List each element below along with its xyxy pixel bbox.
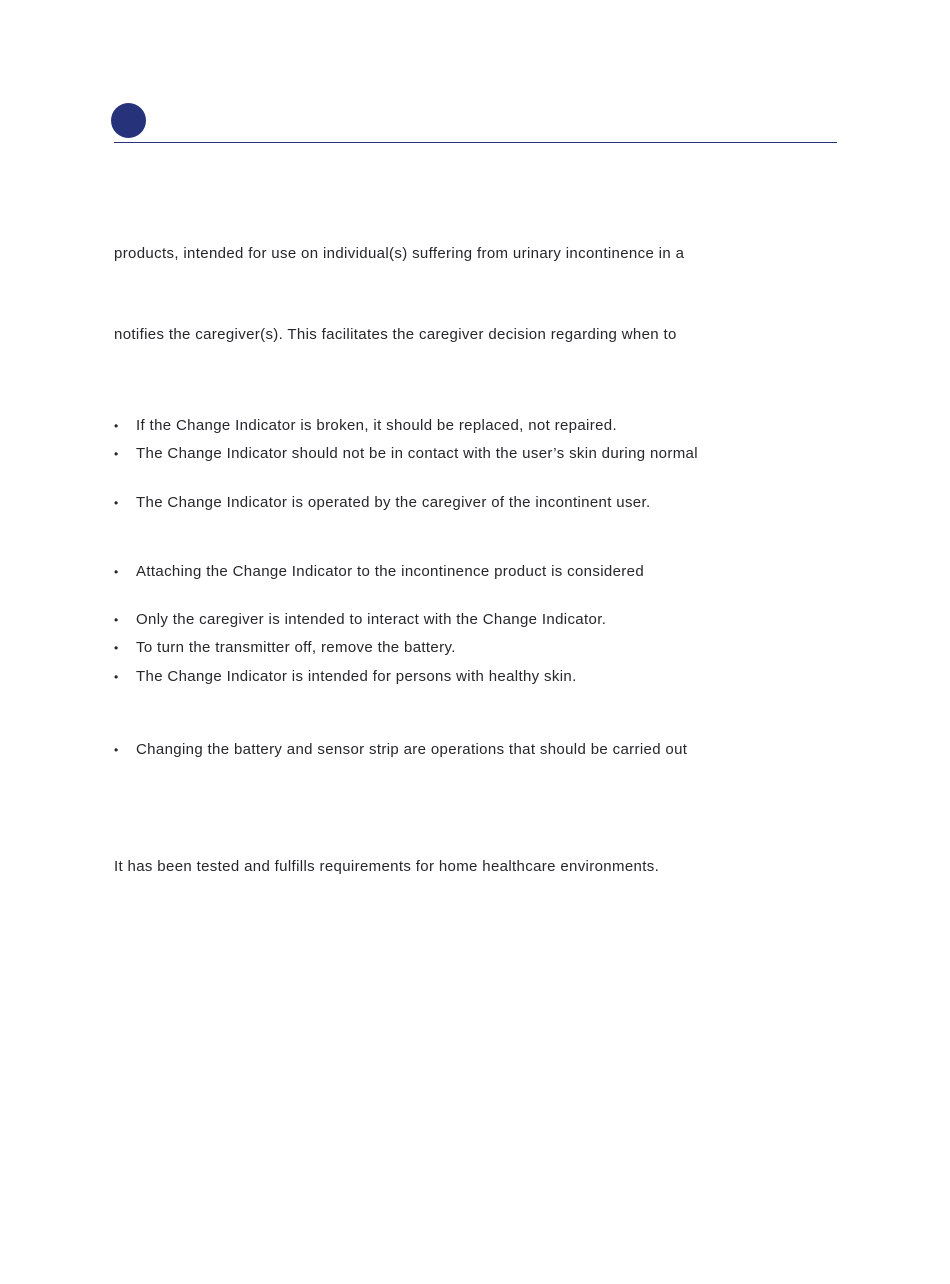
bullet-icon: •	[114, 670, 119, 684]
paragraph-line: notifies the caregiver(s). This facilitates the caregiver decision regarding when to	[114, 326, 677, 343]
list-item-text: The Change Indicator is intended for persons with healthy skin.	[136, 668, 577, 685]
bullet-icon: •	[114, 743, 119, 757]
list-item-text: Changing the battery and sensor strip are operations that should be carried out	[136, 741, 688, 758]
bullet-icon: •	[114, 565, 119, 579]
list-item-text: To turn the transmitter off, remove the battery.	[136, 639, 456, 656]
list-item-text: The Change Indicator is operated by the caregiver of the incontinent user.	[136, 494, 651, 511]
paragraph-line: It has been tested and fulfills requirements for home healthcare environments.	[114, 858, 660, 875]
header-divider	[114, 142, 837, 143]
paragraph-line: products, intended for use on individual(s) suffering from urinary incontinence in a	[114, 245, 685, 262]
bullet-icon: •	[114, 419, 119, 433]
list-item-text: Only the caregiver is intended to interact with the Change Indicator.	[136, 611, 607, 628]
section-number-badge	[111, 103, 146, 138]
bullet-icon: •	[114, 496, 119, 510]
bullet-icon: •	[114, 641, 119, 655]
bullet-icon: •	[114, 447, 119, 461]
list-item-text: The Change Indicator should not be in contact with the user’s skin during normal	[136, 445, 698, 462]
list-item-text: Attaching the Change Indicator to the incontinence product is considered	[136, 563, 645, 580]
list-item-text: If the Change Indicator is broken, it should be replaced, not repaired.	[136, 417, 617, 434]
bullet-icon: •	[114, 613, 119, 627]
